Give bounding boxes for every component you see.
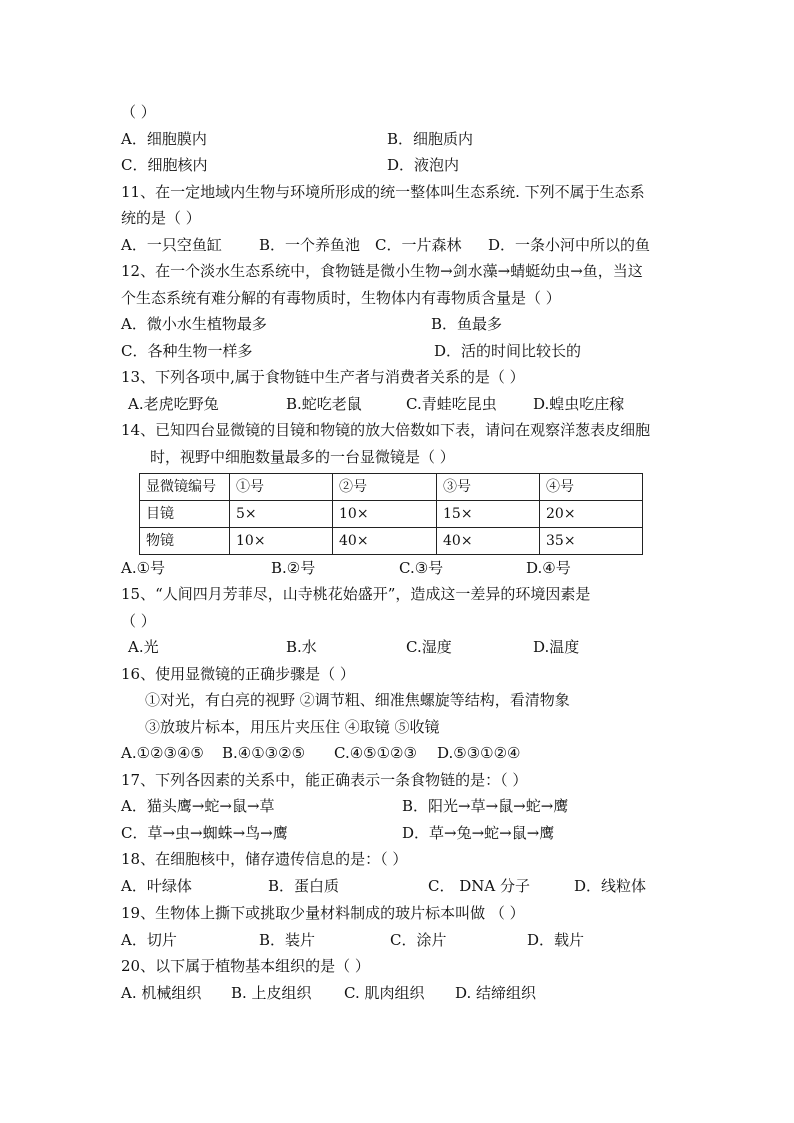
q11-option-d: D．一条小河中所以的鱼 <box>488 236 651 254</box>
q14-option-c: C.③号 <box>399 559 444 577</box>
q13-option-c: C.青蛙吃昆虫 <box>406 395 497 413</box>
q10-option-c: C．细胞核内 <box>121 156 208 174</box>
q13-text-line1: 13、下列各项中,属于食物链中生产者与消费者关系的是（ ） <box>121 368 525 386</box>
table-header-cell: 显微镜编号 <box>140 474 230 501</box>
table-cell: 目镜 <box>140 501 230 528</box>
q10-option-b: B．细胞质内 <box>387 130 474 148</box>
table-header-cell: ④号 <box>540 474 643 501</box>
q18-option-c: C． DNA 分子 <box>428 877 530 895</box>
q15-option-a: A.光 <box>128 638 159 656</box>
q15-text-line2: （ ） <box>121 612 156 630</box>
q20-text-line1: 20、以下属于植物基本组织的是（ ） <box>121 957 370 975</box>
q19-option-c: C．涂片 <box>390 931 447 949</box>
q20-option-b: B. 上皮组织 <box>231 984 312 1002</box>
table-cell: 35× <box>540 528 643 555</box>
q12-option-b: B．鱼最多 <box>431 315 503 333</box>
q15-option-d: D.温度 <box>533 638 580 656</box>
q10-option-d: D．液泡内 <box>387 156 460 174</box>
q11-option-a: A．一只空鱼缸 <box>121 236 222 254</box>
q12-text-line1: 12、在一个淡水生态系统中，食物链是微小生物→剑水藻→蜻蜓幼虫→鱼，当这 <box>121 262 643 280</box>
table-header-cell: ②号 <box>333 474 437 501</box>
q15-text-line1: 15、“人间四月芳菲尽，山寺桃花始盛开”，造成这一差异的环境因素是 <box>121 585 591 603</box>
q14-text-line2: 时，视野中细胞数量最多的一台显微镜是（ ） <box>150 448 455 466</box>
table-cell: 15× <box>437 501 540 528</box>
q11-text-line2: 统的是（ ） <box>121 209 201 227</box>
q16-text-line1: 16、使用显微镜的正确步骤是（ ） <box>121 665 355 683</box>
q14-option-a: A.①号 <box>121 559 166 577</box>
q14-option-b: B.②号 <box>271 559 316 577</box>
q18-option-d: D．线粒体 <box>574 877 647 895</box>
q14-text-line1: 14、已知四台显微镜的目镜和物镜的放大倍数如下表，请问在观察洋葱表皮细胞 <box>121 421 651 439</box>
q19-option-d: D．载片 <box>527 931 585 949</box>
q16-option-b: B.④①③②⑤ <box>222 744 306 762</box>
table-cell: 5× <box>230 501 333 528</box>
table-cell: 10× <box>333 501 437 528</box>
table-header-cell: ③号 <box>437 474 540 501</box>
q11-option-c: C．一片森林 <box>375 236 462 254</box>
q20-option-d: D. 结缔组织 <box>455 984 537 1002</box>
q19-option-a: A．切片 <box>121 931 177 949</box>
table-header-row <box>140 474 643 501</box>
q12-option-d: D．活的时间比较长的 <box>434 342 582 360</box>
q17-option-c: C．草→虫→蜘蛛→鸟→鹰 <box>121 824 288 842</box>
table-cell: 20× <box>540 501 643 528</box>
q19-text-line1: 19、生物体上撕下或挑取少量材料制成的玻片标本叫做 （ ） <box>121 904 525 922</box>
q16-text-line2: ①对光，有白亮的视野 ②调节粗、细准焦螺旋等结构，看清物象 <box>145 691 570 709</box>
q16-option-d: D.⑤③①②④ <box>437 744 521 762</box>
q16-text-line3: ③放玻片标本，用压片夹压住 ④取镜 ⑤收镜 <box>145 718 440 736</box>
q16-option-c: C.④⑤①②③ <box>334 744 417 762</box>
table-cell: 40× <box>333 528 437 555</box>
q17-option-b: B．阳光→草→鼠→蛇→鹰 <box>402 797 569 815</box>
q10-option-a: A．细胞膜内 <box>121 130 207 148</box>
q18-option-b: B．蛋白质 <box>268 877 340 895</box>
table-row <box>140 528 643 555</box>
q17-option-d: D．草→兔→蛇→鼠→鹰 <box>402 824 555 842</box>
table-cell: 物镜 <box>140 528 230 555</box>
q12-option-c: C．各种生物一样多 <box>121 342 253 360</box>
table-header-cell: ①号 <box>230 474 333 501</box>
q15-option-c: C.湿度 <box>406 638 452 656</box>
q12-option-a: A．微小水生植物最多 <box>121 315 267 333</box>
q15-option-b: B.水 <box>286 638 317 656</box>
q18-option-a: A．叶绿体 <box>121 877 192 895</box>
q19-option-b: B．装片 <box>259 931 316 949</box>
q10-paren: （ ） <box>121 103 156 121</box>
q20-option-a: A. 机械组织 <box>121 984 202 1002</box>
q12-text-line2: 个生态系统有难分解的有毒物质时，生物体内有毒物质含量是（ ） <box>121 289 561 307</box>
q13-option-b: B.蛇吃老鼠 <box>286 395 362 413</box>
q13-option-a: A.老虎吃野兔 <box>128 395 219 413</box>
q13-option-d: D.蝗虫吃庄稼 <box>533 395 625 413</box>
table-cell: 40× <box>437 528 540 555</box>
table-cell: 10× <box>230 528 333 555</box>
q20-option-c: C. 肌肉组织 <box>344 984 425 1002</box>
q14-option-d: D.④号 <box>526 559 571 577</box>
microscope-table <box>139 473 643 555</box>
q17-option-a: A．猫头鹰→蛇→鼠→草 <box>121 797 275 815</box>
table-row <box>140 501 643 528</box>
q17-text-line1: 17、下列各因素的关系中，能正确表示一条食物链的是：（ ） <box>121 771 528 789</box>
q16-option-a: A.①②③④⑤ <box>121 744 204 762</box>
q11-option-b: B．一个养鱼池 <box>259 236 361 254</box>
q18-text-line1: 18、在细胞核中，储存遗传信息的是：（ ） <box>121 850 408 868</box>
q11-text-line1: 11、在一定地域内生物与环境所形成的统一整体叫生态系统. 下列不属于生态系 <box>121 183 645 201</box>
